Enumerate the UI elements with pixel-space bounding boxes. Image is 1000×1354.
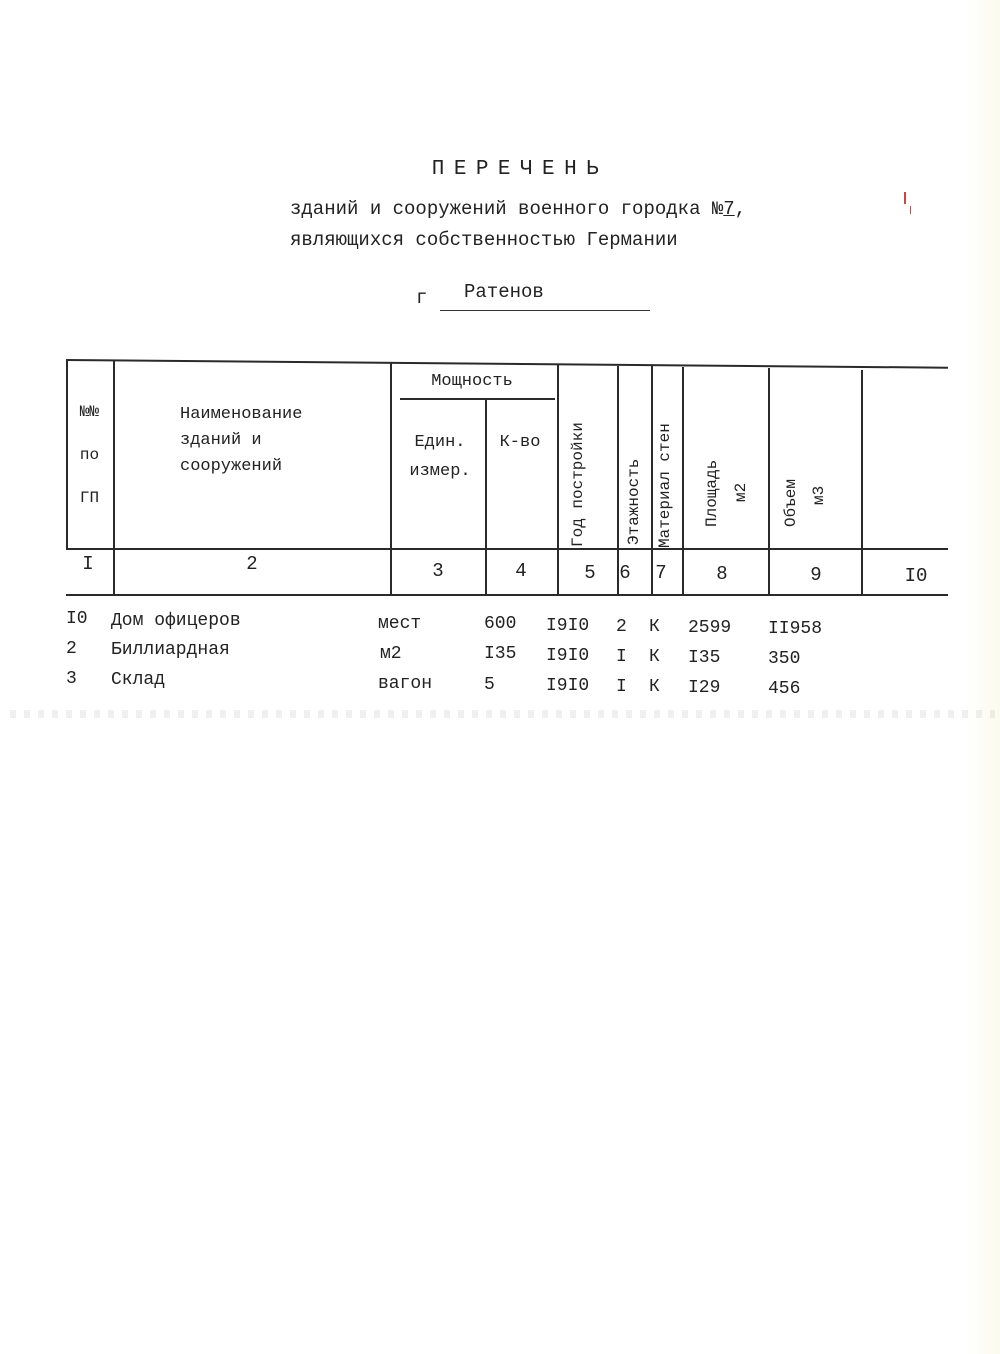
header-col3-line1: Един. [414, 433, 466, 452]
red-pen-mark [904, 192, 906, 204]
row-qty: 5 [484, 675, 495, 695]
header-col1-line1: №№ [79, 403, 100, 421]
subtitle-prefix: зданий и сооружений военного городка № [290, 198, 724, 220]
column-number-2: 2 [246, 553, 258, 575]
scan-artifact [10, 710, 995, 718]
row-volume: 350 [768, 649, 801, 669]
header-col2 [180, 400, 340, 481]
header-col4: К-во [499, 433, 541, 452]
row-unit: м2 [380, 644, 402, 664]
power-group-divider [400, 398, 555, 400]
col-divider-9 [861, 370, 863, 594]
header-col1-line2: по [79, 446, 100, 464]
subtitle-suffix: , [734, 198, 747, 220]
row-area: 2599 [688, 618, 732, 638]
row-year: I9I0 [546, 676, 590, 696]
header-col9-line1: Объем [782, 478, 800, 527]
header-col7: Материал стен [656, 423, 674, 548]
row-floors: I [616, 647, 627, 667]
header-col1-line3: ГП [79, 489, 100, 507]
row-qty: I35 [484, 644, 517, 664]
row-volume: II958 [768, 619, 823, 639]
red-pen-mark [910, 206, 911, 214]
header-col2-line3: сооружений [180, 457, 283, 476]
col-divider-8 [768, 368, 770, 594]
row-volume: 456 [768, 679, 801, 699]
row-material: К [649, 617, 660, 637]
row-unit: вагон [378, 674, 433, 694]
column-number-10: I0 [904, 565, 928, 587]
row-name: Дом офицеров [111, 611, 241, 631]
column-number-1: I [82, 553, 94, 575]
column-number-3: 3 [432, 560, 444, 582]
row-area: I35 [688, 648, 721, 668]
column-number-5: 5 [584, 562, 596, 584]
column-number-6: 6 [619, 562, 631, 584]
row-name: Склад [111, 670, 166, 690]
col-divider-7 [682, 367, 684, 594]
col-divider-5 [617, 366, 619, 594]
row-unit: мест [378, 614, 422, 634]
row-year: I9I0 [546, 646, 590, 666]
row-area: I29 [688, 678, 721, 698]
row-qty: 600 [484, 614, 517, 634]
city-prefix: г [416, 287, 428, 309]
subtitle-line-1 [290, 198, 746, 220]
col-divider-6 [651, 366, 653, 594]
header-col3 [393, 428, 487, 486]
header-power-group: Мощность [431, 372, 513, 391]
scan-edge [964, 0, 1000, 1354]
row-floors: I [616, 677, 627, 697]
header-col5: Год постройки [569, 422, 587, 547]
row-floors: 2 [616, 617, 627, 637]
header-col2-line1: Наименование [180, 405, 303, 424]
row-num: 3 [66, 669, 77, 689]
col-divider-2 [390, 362, 392, 594]
header-col2-line2: зданий и [180, 431, 262, 450]
column-number-7: 7 [655, 562, 667, 584]
col-divider-1 [113, 360, 115, 594]
row-name: Биллиардная [111, 640, 230, 660]
row-material: К [649, 647, 660, 667]
column-number-9: 9 [810, 564, 822, 586]
city-name: Ратенов [440, 281, 650, 311]
header-col8-line1: Площадь [703, 459, 721, 527]
row-year: I9I0 [546, 616, 590, 636]
header-col3-line2: измер. [409, 462, 471, 481]
header-col8-line2: м2 [732, 482, 750, 502]
header-col6: Этажность [625, 458, 643, 545]
col-divider-4 [557, 364, 559, 594]
header-col1 [66, 398, 113, 513]
column-number-4: 4 [515, 560, 527, 582]
column-number-bottom-border [66, 594, 948, 596]
header-col9-line2: м3 [810, 485, 828, 505]
column-number-8: 8 [716, 563, 728, 585]
document-title: ПЕРЕЧЕНЬ [431, 158, 609, 181]
town-number: 7 [723, 198, 735, 220]
row-num: 2 [66, 639, 77, 659]
row-material: К [649, 677, 660, 697]
subtitle-line-2: являющихся собственностью Германии [290, 229, 678, 251]
row-num: I0 [66, 609, 88, 629]
header-bottom-border [66, 548, 948, 550]
